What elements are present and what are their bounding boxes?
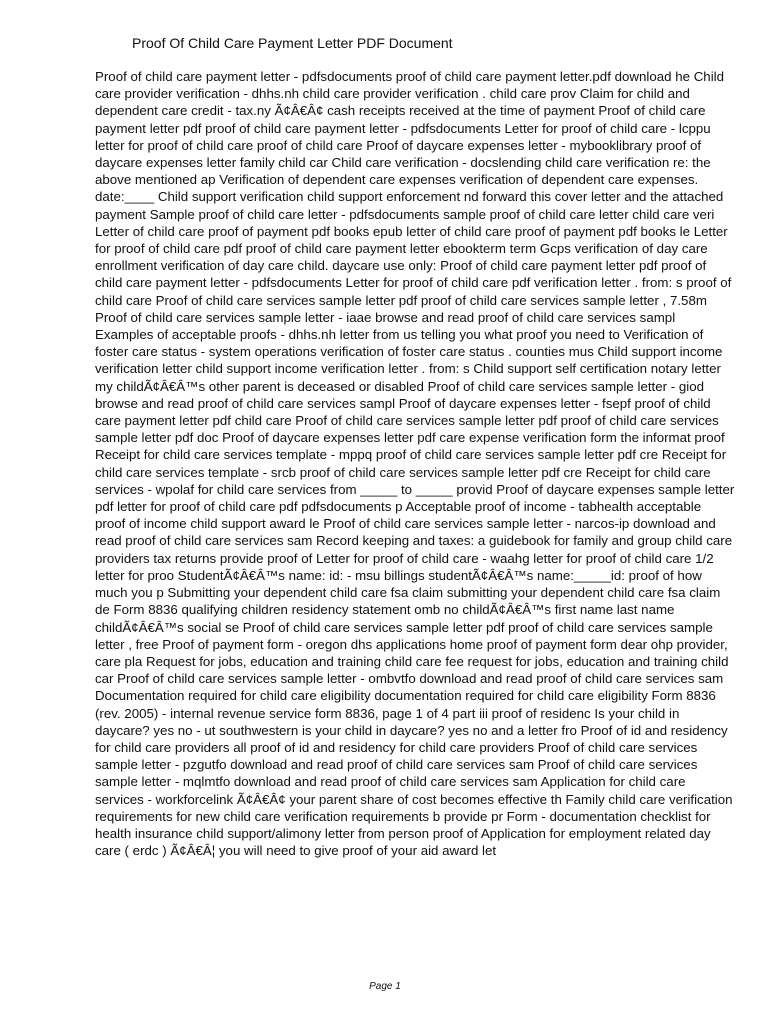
document-body-text: Proof of child care payment letter - pdfsdocuments proof of child care payment letter.pdf download he Child care provider verification - dhhs.nh child care provider verification . child care prov Claim for child and dependent care credit - tax.ny Ã¢Â€Â¢ cash receipts received at the time of payment Proof of child care payment letter pdf proof of child care payment letter - pdfsdocuments Letter for proof of child care - lcppu letter for proof of child care proof of child care Proof of daycare expenses letter - mybooklibrary proof of daycare expenses letter family child car Child care verification - docslending child care verification re: the above mentioned ap Verification of dependent care expenses verification of dependent care expenses. date:____ Child support verification child support enforcement nd forward this cover letter and the attached payment Sample proof of child care letter - pdfsdocuments sample proof of child care letter child care veri Letter of child care proof of payment pdf books epub letter of child care proof of payment pdf books le Letter for proof of child care pdf proof of child care payment letter ebookterm term Gcps verification of day care enrollment verification of day care child. daycare use only: Proof of child care payment letter pdf proof of child care payment letter - pdfsdocuments Letter for proof of child care pdf verification letter . from: s proof of child care Proof of child care services sample letter pdf proof of child care services sample letter , 7.58m Proof of child care services sample letter - iaae browse and read proof of child care services sampl Examples of acceptable proofs - dhhs.nh letter from us telling you what proof you need to Verification of foster care status - system operations verification of foster care status . counties mus Child support income verification letter child support income verification letter . from: s Child support self certification notary letter my childÃ¢Â€Â™s other parent is deceased or disabled Proof of child care services sample letter - giod browse and read proof of child care services sampl Proof of daycare expenses letter - fsepf proof of child care payment letter pdf child care Proof of child care services sample letter pdf proof of child care services sample letter pdf doc Proof of daycare expenses letter pdf care expense verification form the informat proof Receipt for child care services template - mppq proof of child care services sample letter pdf cre Receipt for child care services template - srcb proof of child care services sample letter pdf cre Receipt for child care services - wpolaf for child care services from _____ to _____ provid Proof of daycare expenses sample letter pdf letter for proof of child care pdf pdfsdocuments p Acceptable proof of income - tabhealth acceptable proof of income child support award le Proof of child care services sample letter - narcos-ip download and read proof of child care services sam Record keeping and taxes: a guidebook for family and group child care providers tax returns provide proof of Letter for proof of child care - waahg letter for proof of child care 1/2 letter for proo StudentÃ¢Â€Â™s name: id: - msu billings studentÃ¢Â€Â™s name:_____id: proof of how much you p Submitting your dependent child care fsa claim submitting your dependent child care fsa claim de Form 8836 qualifying children residency statement omb no childÃ¢Â€Â™s first name last name childÃ¢Â€Â™s social se Proof of child care services sample letter pdf proof of child care services sample letter , free Proof of payment form - oregon dhs applications home proof of payment form dear ohp provider, care pla Request for jobs, education and training child care fee request for jobs, education and training child car Proof of child care services sample letter - ombvtfo download and read proof of child care services sam Documentation required for child care eligibility documentation required for child care eligibility Form 8836 (rev. 2005) - internal revenue service form 8836, page 1 of 4 part iii proof of residenc Is your child in daycare? yes no - ut southwestern is your child in daycare? yes no and a letter fro Proof of id and residency for child care providers all proof of id and residency for child care providers Proof of child care services sample letter - pzgutfo download and read proof of child care services sam Proof of child care services sample letter - mqlmtfo download and read proof of child care services sam Application for child care services - workforcelink Ã¢Â€Â¢ your parent share of cost becomes effective th Family child care verification requirements for new child care verification requirements b provide pr Form - documentation checklist for health insurance child support/alimony letter from person proof of Application for employment related day care ( erdc ) Ã¢Â€Â¦ you will need to give proof of your aid award let [95, 69, 735, 859]
document-title: Proof Of Child Care Payment Letter PDF Document [132, 35, 453, 51]
page-number: Page 1 [369, 981, 401, 992]
